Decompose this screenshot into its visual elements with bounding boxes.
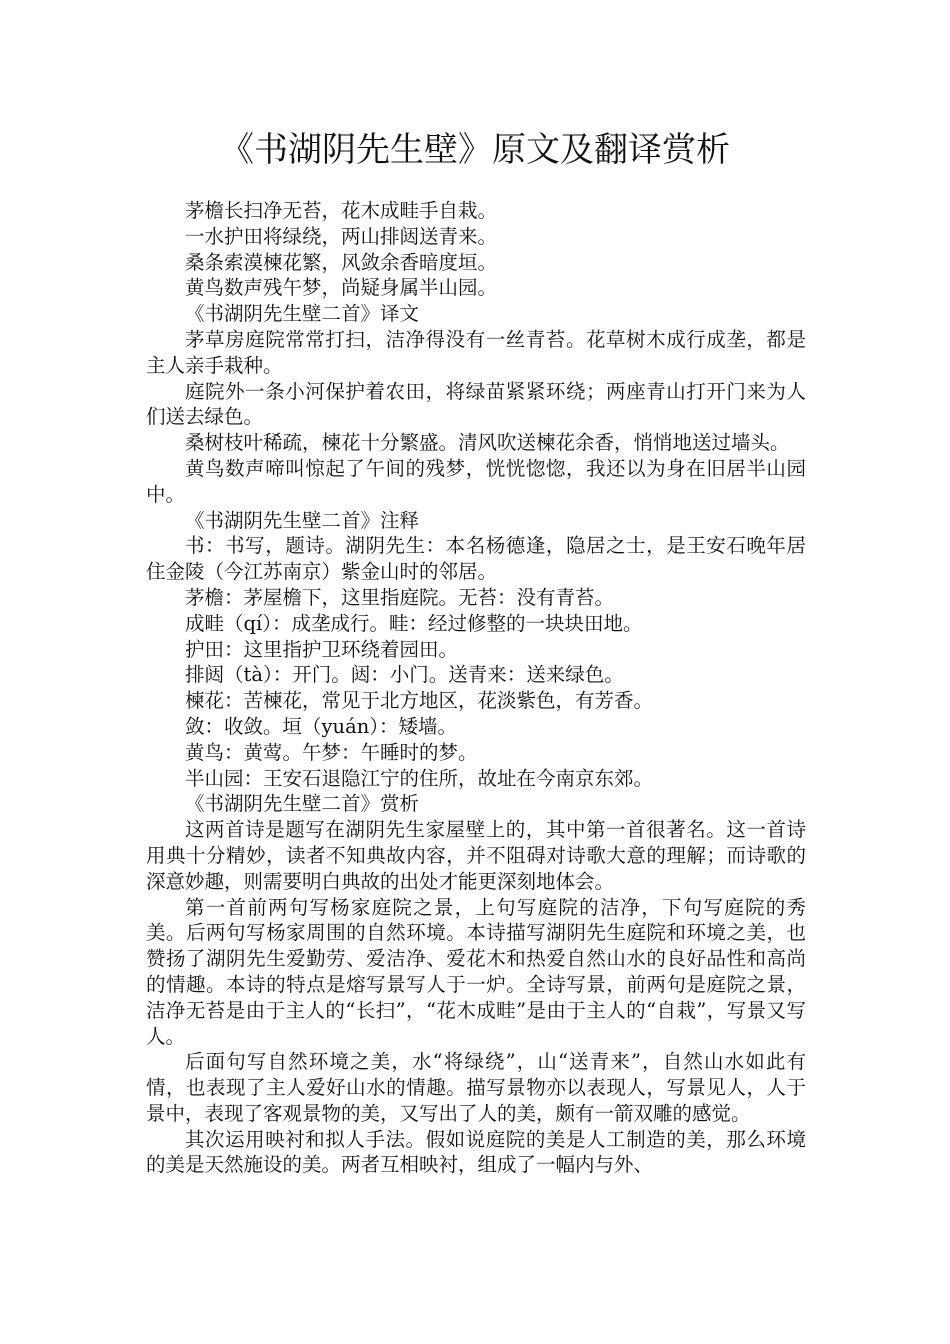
section-heading-translation: 《书湖阴先生壁二首》译文: [185, 302, 420, 326]
poem-line: 桑条索漠楝花繁，风敛余香暗度垣。: [185, 250, 498, 274]
note-paragraph: 排闼（tà）：开门。闼：小门。送青来：送来绿色。: [185, 663, 624, 687]
section-heading-notes: 《书湖阴先生壁二首》注释: [185, 508, 420, 532]
note-paragraph: 书：书写，题诗。湖阴先生：本名杨德逢，隐居之士，是王安石晚年居住金陵（今江苏南京）紫金山时的邻居。: [146, 534, 806, 584]
appreciation-paragraph: 其次运用映衬和拟人手法。假如说庭院的美是人工制造的美，那么环境的美是天然施设的美。两者互相映衬，组成了一幅内与外、: [146, 1127, 806, 1177]
appreciation-paragraph: 这两首诗是题写在湖阴先生家屋壁上的，其中第一首很著名。这一首诗用典十分精妙，读者不知典故内容，并不阻碍对诗歌大意的理解；而诗歌的深意妙趣，则需要明白典故的出处才能更深刻地体会。: [146, 818, 806, 893]
translation-paragraph: 黄鸟数声啼叫惊起了午间的残梦，恍恍惚惚，我还以为身在旧居半山园中。: [146, 456, 806, 506]
document-body: [146, 198, 806, 1178]
translation-paragraph: 庭院外一条小河保护着农田，将绿苗紧紧环绕；两座青山打开门来为人们送去绿色。: [146, 379, 806, 429]
poem-line: 黄鸟数声残午梦，尚疑身属半山园。: [185, 276, 498, 300]
note-paragraph: 楝花：苦楝花，常见于北方地区，花淡紫色，有芳香。: [185, 689, 654, 713]
note-paragraph: 敛：收敛。垣（yuán）：矮墙。: [185, 714, 458, 738]
section-heading-appreciation: 《书湖阴先生壁二首》赏析: [185, 792, 420, 816]
note-paragraph: 茅檐：茅屋檐下，这里指庭院。无苔：没有青苔。: [185, 585, 615, 609]
page-title: 《书湖阴先生壁》原文及翻译赏析: [220, 130, 730, 170]
translation-paragraph: 桑树枝叶稀疏，楝花十分繁盛。清风吹送楝花余香，悄悄地送过墙头。: [185, 431, 790, 455]
translation-paragraph: 茅草房庭院常常打扫，洁净得没有一丝青苔。花草树木成行成垄，都是主人亲手栽种。: [146, 327, 806, 377]
note-paragraph: 成畦（qí）：成垄成行。畦：经过修整的一块块田地。: [185, 611, 643, 635]
note-paragraph: 护田：这里指护卫环绕着园田。: [185, 637, 459, 661]
poem-line: 茅檐长扫净无苔，花木成畦手自栽。: [185, 199, 498, 222]
appreciation-paragraph: 后面句写自然环境之美，水“将绿绕”，山“送青来”，自然山水如此有情，也表现了主人爱好山水的情趣。描写景物亦以表现人，写景见人，人于景中，表现了客观景物的美，又写出了人的美，颇有一箭双雕的感觉。: [146, 1050, 806, 1125]
note-paragraph: 黄鸟：黄莺。午梦：午睡时的梦。: [185, 740, 478, 764]
poem-line: 一水护田将绿绕，两山排闼送青来。: [185, 224, 498, 248]
appreciation-paragraph: 第一首前两句写杨家庭院之景，上句写庭院的洁净，下句写庭院的秀美。后两句写杨家周围的自然环境。本诗描写湖阴先生庭院和环境之美，也赞扬了湖阴先生爱勤劳、爱洁净、爱花木和热爱自然山水的良好品性和高尚的情趣。本诗的特点是熔写景写人于一炉。全诗写景，前两句是庭院之景，洁净无苔是由于主人的“长扫”，“花木成畦”是由于主人的“自栽”，写景又写人。: [146, 895, 806, 1048]
note-paragraph: 半山园：王安石退隐江宁的住所，故址在今南京东郊。: [185, 766, 654, 790]
